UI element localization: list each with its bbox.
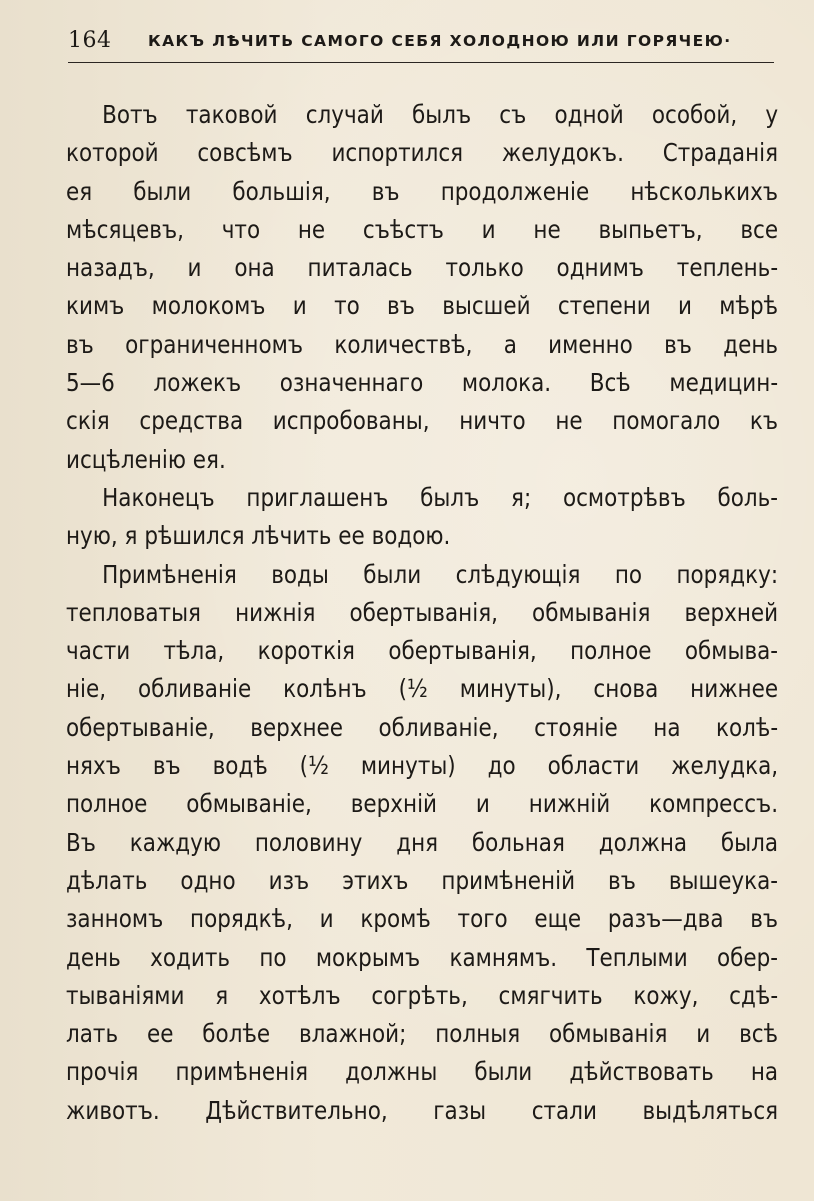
text-line: которой совсѣмъ испортился желудокъ. Страданія [66, 138, 779, 168]
text-line: ніе, обливаніе колѣнъ (½ минуты), снова нижнее [66, 674, 779, 704]
header-rule [68, 62, 774, 63]
page-number: 164 [68, 28, 112, 53]
text-line: въ ограниченномъ количествѣ, а именно въ день [66, 329, 779, 359]
text-line: Наконецъ приглашенъ былъ я; осмотрѣвъ боль- [102, 482, 779, 512]
text-line: лать ее болѣе влажной; полныя обмыванія и всѣ [66, 1019, 779, 1049]
body-text [66, 96, 779, 1130]
text-line: Примѣненія воды были слѣдующія по порядку: [102, 559, 779, 589]
text-line: дѣлать одно изъ этихъ примѣненій въ вышеука- [66, 865, 779, 895]
text-line: тепловатыя нижнія обертыванія, обмыванія верхней [66, 597, 779, 627]
text-line: занномъ порядкѣ, и кромѣ того еще разъ—два въ [66, 904, 779, 934]
running-head [68, 28, 778, 62]
text-line: ную, я рѣшился лѣчить ее водою. [66, 521, 451, 551]
text-line: скія средства испробованы, ничто не помогало къ [66, 406, 779, 436]
text-line: 5—6 ложекъ означеннаго молока. Всѣ медицин- [66, 368, 779, 398]
text-line: кимъ молокомъ и то въ высшей степени и мѣрѣ [66, 291, 779, 321]
text-line: мѣсяцевъ, что не съѣстъ и не выпьетъ, все [66, 214, 779, 244]
text-line: части тѣла, короткія обертыванія, полное обмыва- [66, 636, 779, 666]
text-line: полное обмываніе, верхній и нижній компрессъ. [66, 789, 779, 819]
text-line: назадъ, и она питалась только однимъ теплень- [66, 253, 779, 283]
text-line: тываніями я хотѣлъ согрѣть, смягчить кожу, сдѣ- [66, 980, 779, 1010]
text-line: исцѣленію ея. [66, 444, 226, 474]
text-line: день ходить по мокрымъ камнямъ. Теплыми обер- [66, 942, 779, 972]
text-line: обертываніе, верхнее обливаніе, стояніе на колѣ- [66, 712, 779, 742]
text-line: ея были большія, въ продолженіе нѣсколькихъ [66, 176, 779, 206]
text-line: прочія примѣненія должны были дѣйствовать на [66, 1057, 779, 1087]
text-line: Въ каждую половину дня больная должна была [66, 827, 779, 857]
running-title: КАКЪ ЛѢЧИТЬ САМОГО СЕБЯ ХОЛОДНОЮ ИЛИ ГОРЯЧЕЮ· [148, 32, 732, 50]
text-line: животъ. Дѣйствительно, газы стали выдѣляться [66, 1095, 779, 1125]
text-line: няхъ въ водѣ (½ минуты) до области желудка, [66, 751, 779, 781]
text-line: Вотъ таковой случай былъ съ одной особой, у [102, 100, 779, 129]
